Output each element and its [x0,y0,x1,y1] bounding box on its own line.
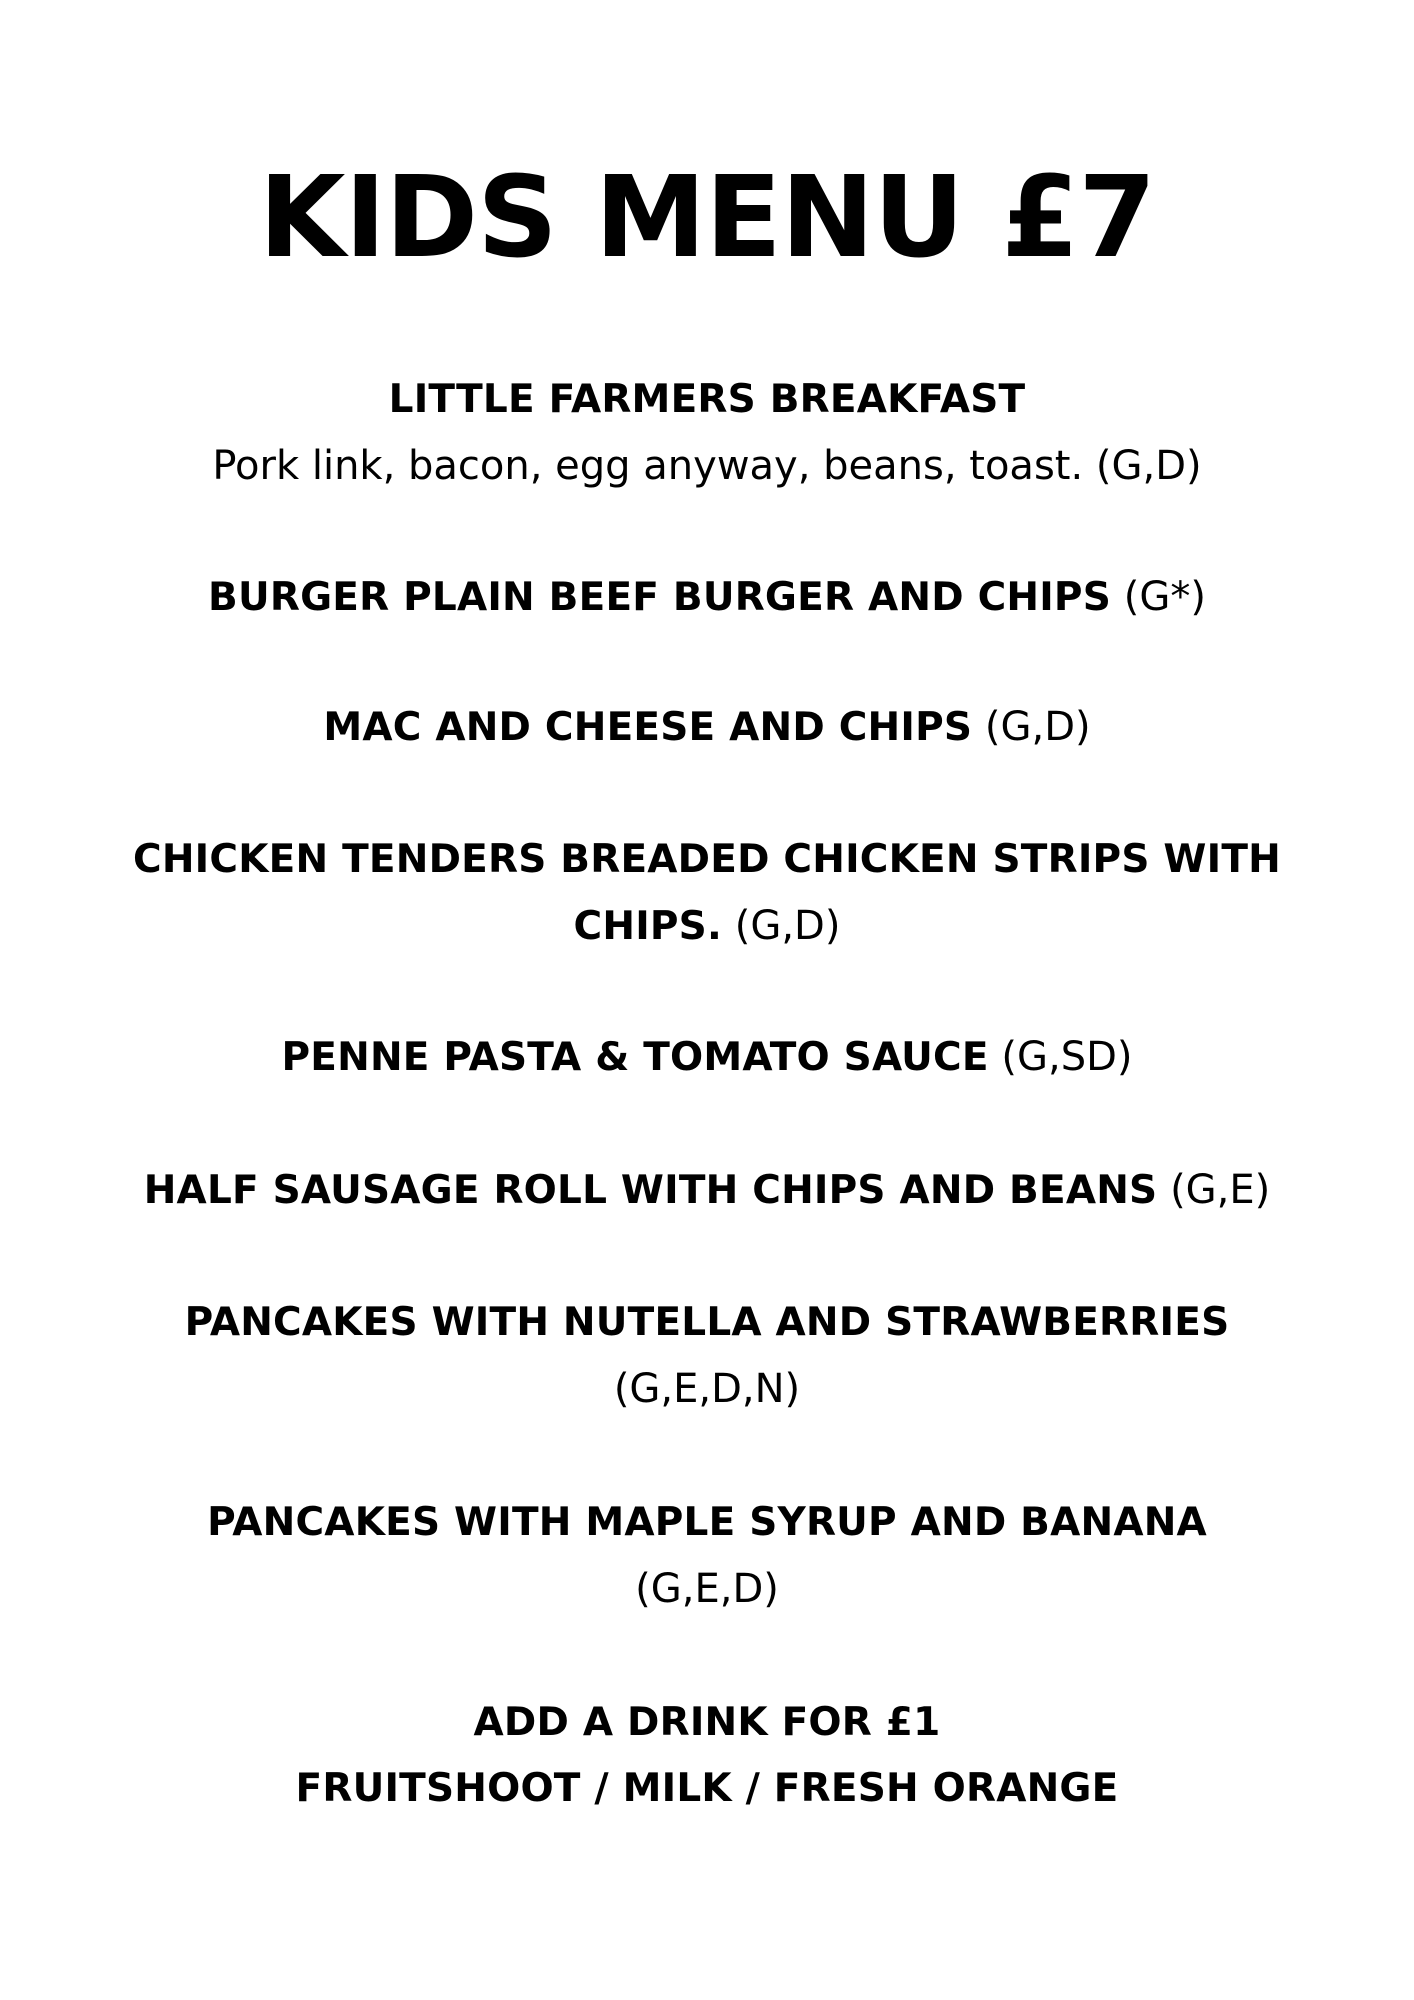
item-allergens: (G,E,D) [635,1566,779,1612]
menu-item-half-sausage-roll [100,1157,1314,1224]
drink-offer-heading: ADD A DRINK FOR £1 [473,1700,941,1745]
item-description: Pork link, bacon, egg anyway, beans, toast. (G,D) [212,443,1202,489]
item-name: PANCAKES WITH NUTELLA AND STRAWBERRIES [184,1300,1230,1345]
item-allergens: (G,E) [1170,1167,1271,1213]
item-allergens: (G,E,D,N) [613,1366,801,1412]
item-name: PANCAKES WITH MAPLE SYRUP AND BANANA [207,1500,1207,1545]
menu-item-little-farmers-breakfast [100,367,1314,499]
item-name-line1: CHICKEN TENDERS BREADED CHICKEN STRIPS WITH [133,837,1281,882]
menu-item-penne-pasta [100,1024,1314,1091]
drink-options: FRUITSHOOT / MILK / FRESH ORANGE [295,1766,1119,1811]
item-allergens: (G,D) [734,903,841,949]
menu-title: KIDS MENU £7 [258,153,1156,283]
menu-item-burger [100,564,1314,631]
item-allergens: (G,SD) [1001,1034,1133,1080]
item-name: BURGER PLAIN BEEF BURGER AND CHIPS [208,575,1112,620]
drink-offer [100,1690,1314,1822]
item-name: PENNE PASTA & TOMATO SAUCE [281,1035,989,1080]
item-name: LITTLE FARMERS BREAKFAST [388,377,1026,422]
item-allergens: (G,D) [984,704,1091,750]
item-name-line2: CHIPS. [573,904,722,949]
menu-item-mac-and-cheese [100,694,1314,761]
item-name: MAC AND CHEESE AND CHIPS [323,705,973,750]
item-allergens: (G*) [1123,574,1206,620]
menu-item-pancakes-nutella [100,1290,1314,1422]
menu-item-chicken-tenders [100,827,1314,960]
item-name: HALF SAUSAGE ROLL WITH CHIPS AND BEANS [143,1168,1158,1213]
menu-item-pancakes-maple [100,1490,1314,1622]
